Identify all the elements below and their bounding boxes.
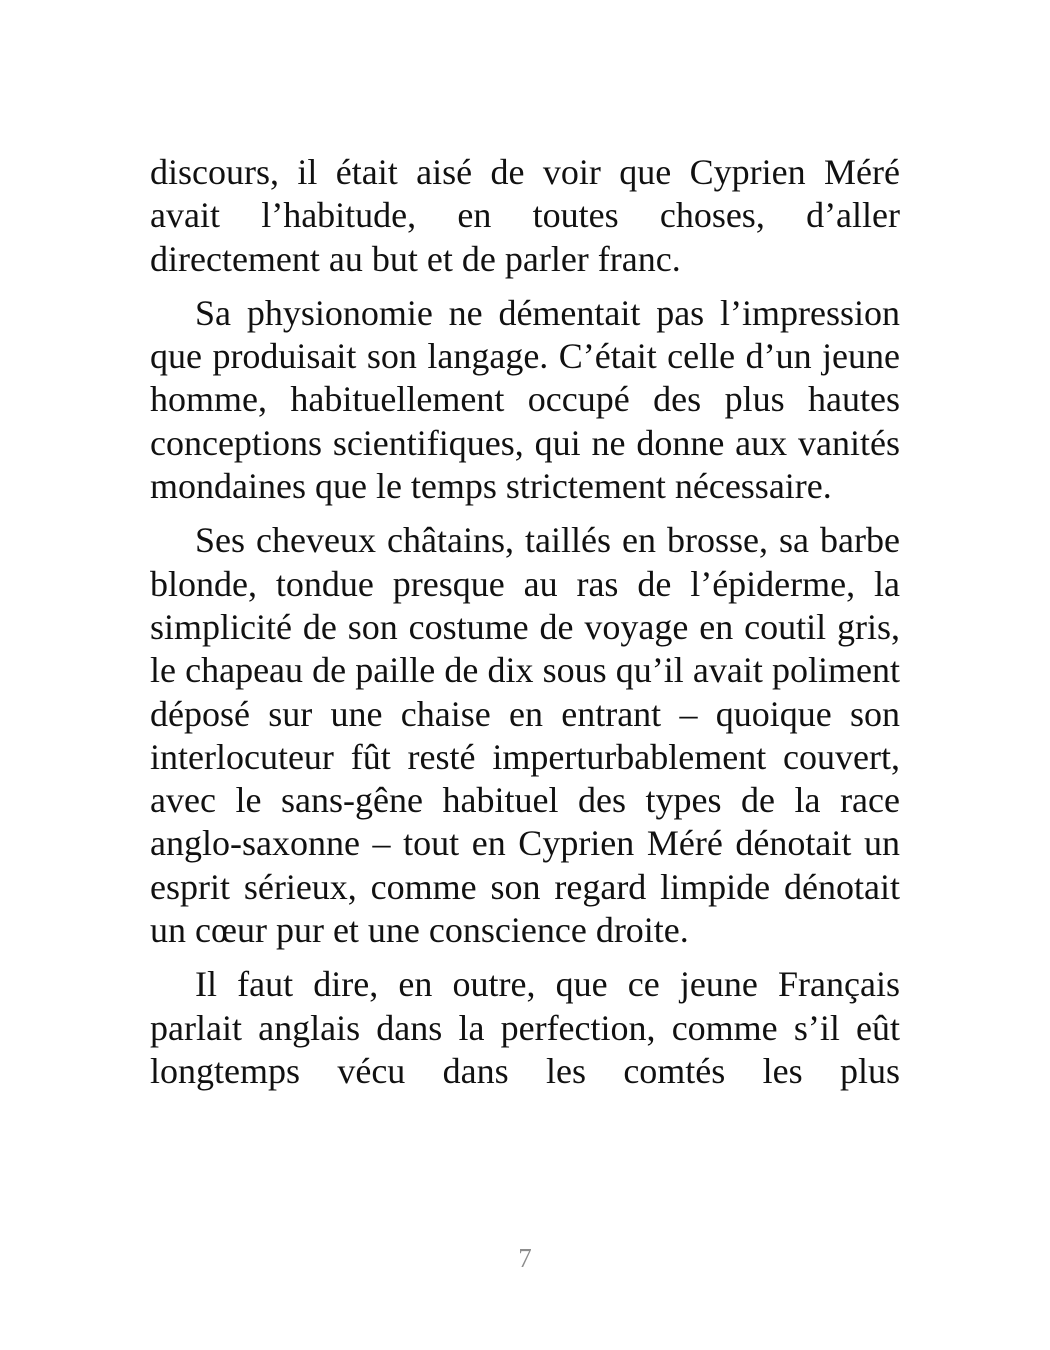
paragraph-1: discours, il était aisé de voir que Cyprien Méré avait l’habitude, en toutes choses, d’aller directement au but et de parler franc. bbox=[150, 152, 900, 279]
page-number: 7 bbox=[518, 1243, 532, 1273]
paragraph-3: Ses cheveux châtains, taillés en brosse, sa barbe blonde, tondue presque au ras de l’épiderme, la simplicité de son costume de voyage en coutil gris, le chapeau de paille de dix sous qu’il avait poliment déposé sur une chaise en entrant – quoique son interlocuteur fût resté imperturbablement couvert, avec le sans-gêne habituel des types de la race anglo-saxonne – tout en Cyprien Méré dénotait un esprit sérieux, comme son regard limpide dénotait un cœur pur et une conscience droite. bbox=[150, 520, 900, 951]
paragraph-2: Sa physionomie ne démentait pas l’impression que produisait son langage. C’était celle d’un jeune homme, habituellement occupé des plus hautes conceptions scientifiques, qui ne donne aux vanités mondaines que le temps strictement nécessaire. bbox=[150, 292, 900, 507]
body-text bbox=[150, 151, 900, 1104]
paragraph-4: Il faut dire, en outre, que ce jeune Français parlait anglais dans la perfection, comme s’il eût longtemps vécu dans les comtés les plus bbox=[150, 964, 900, 1091]
